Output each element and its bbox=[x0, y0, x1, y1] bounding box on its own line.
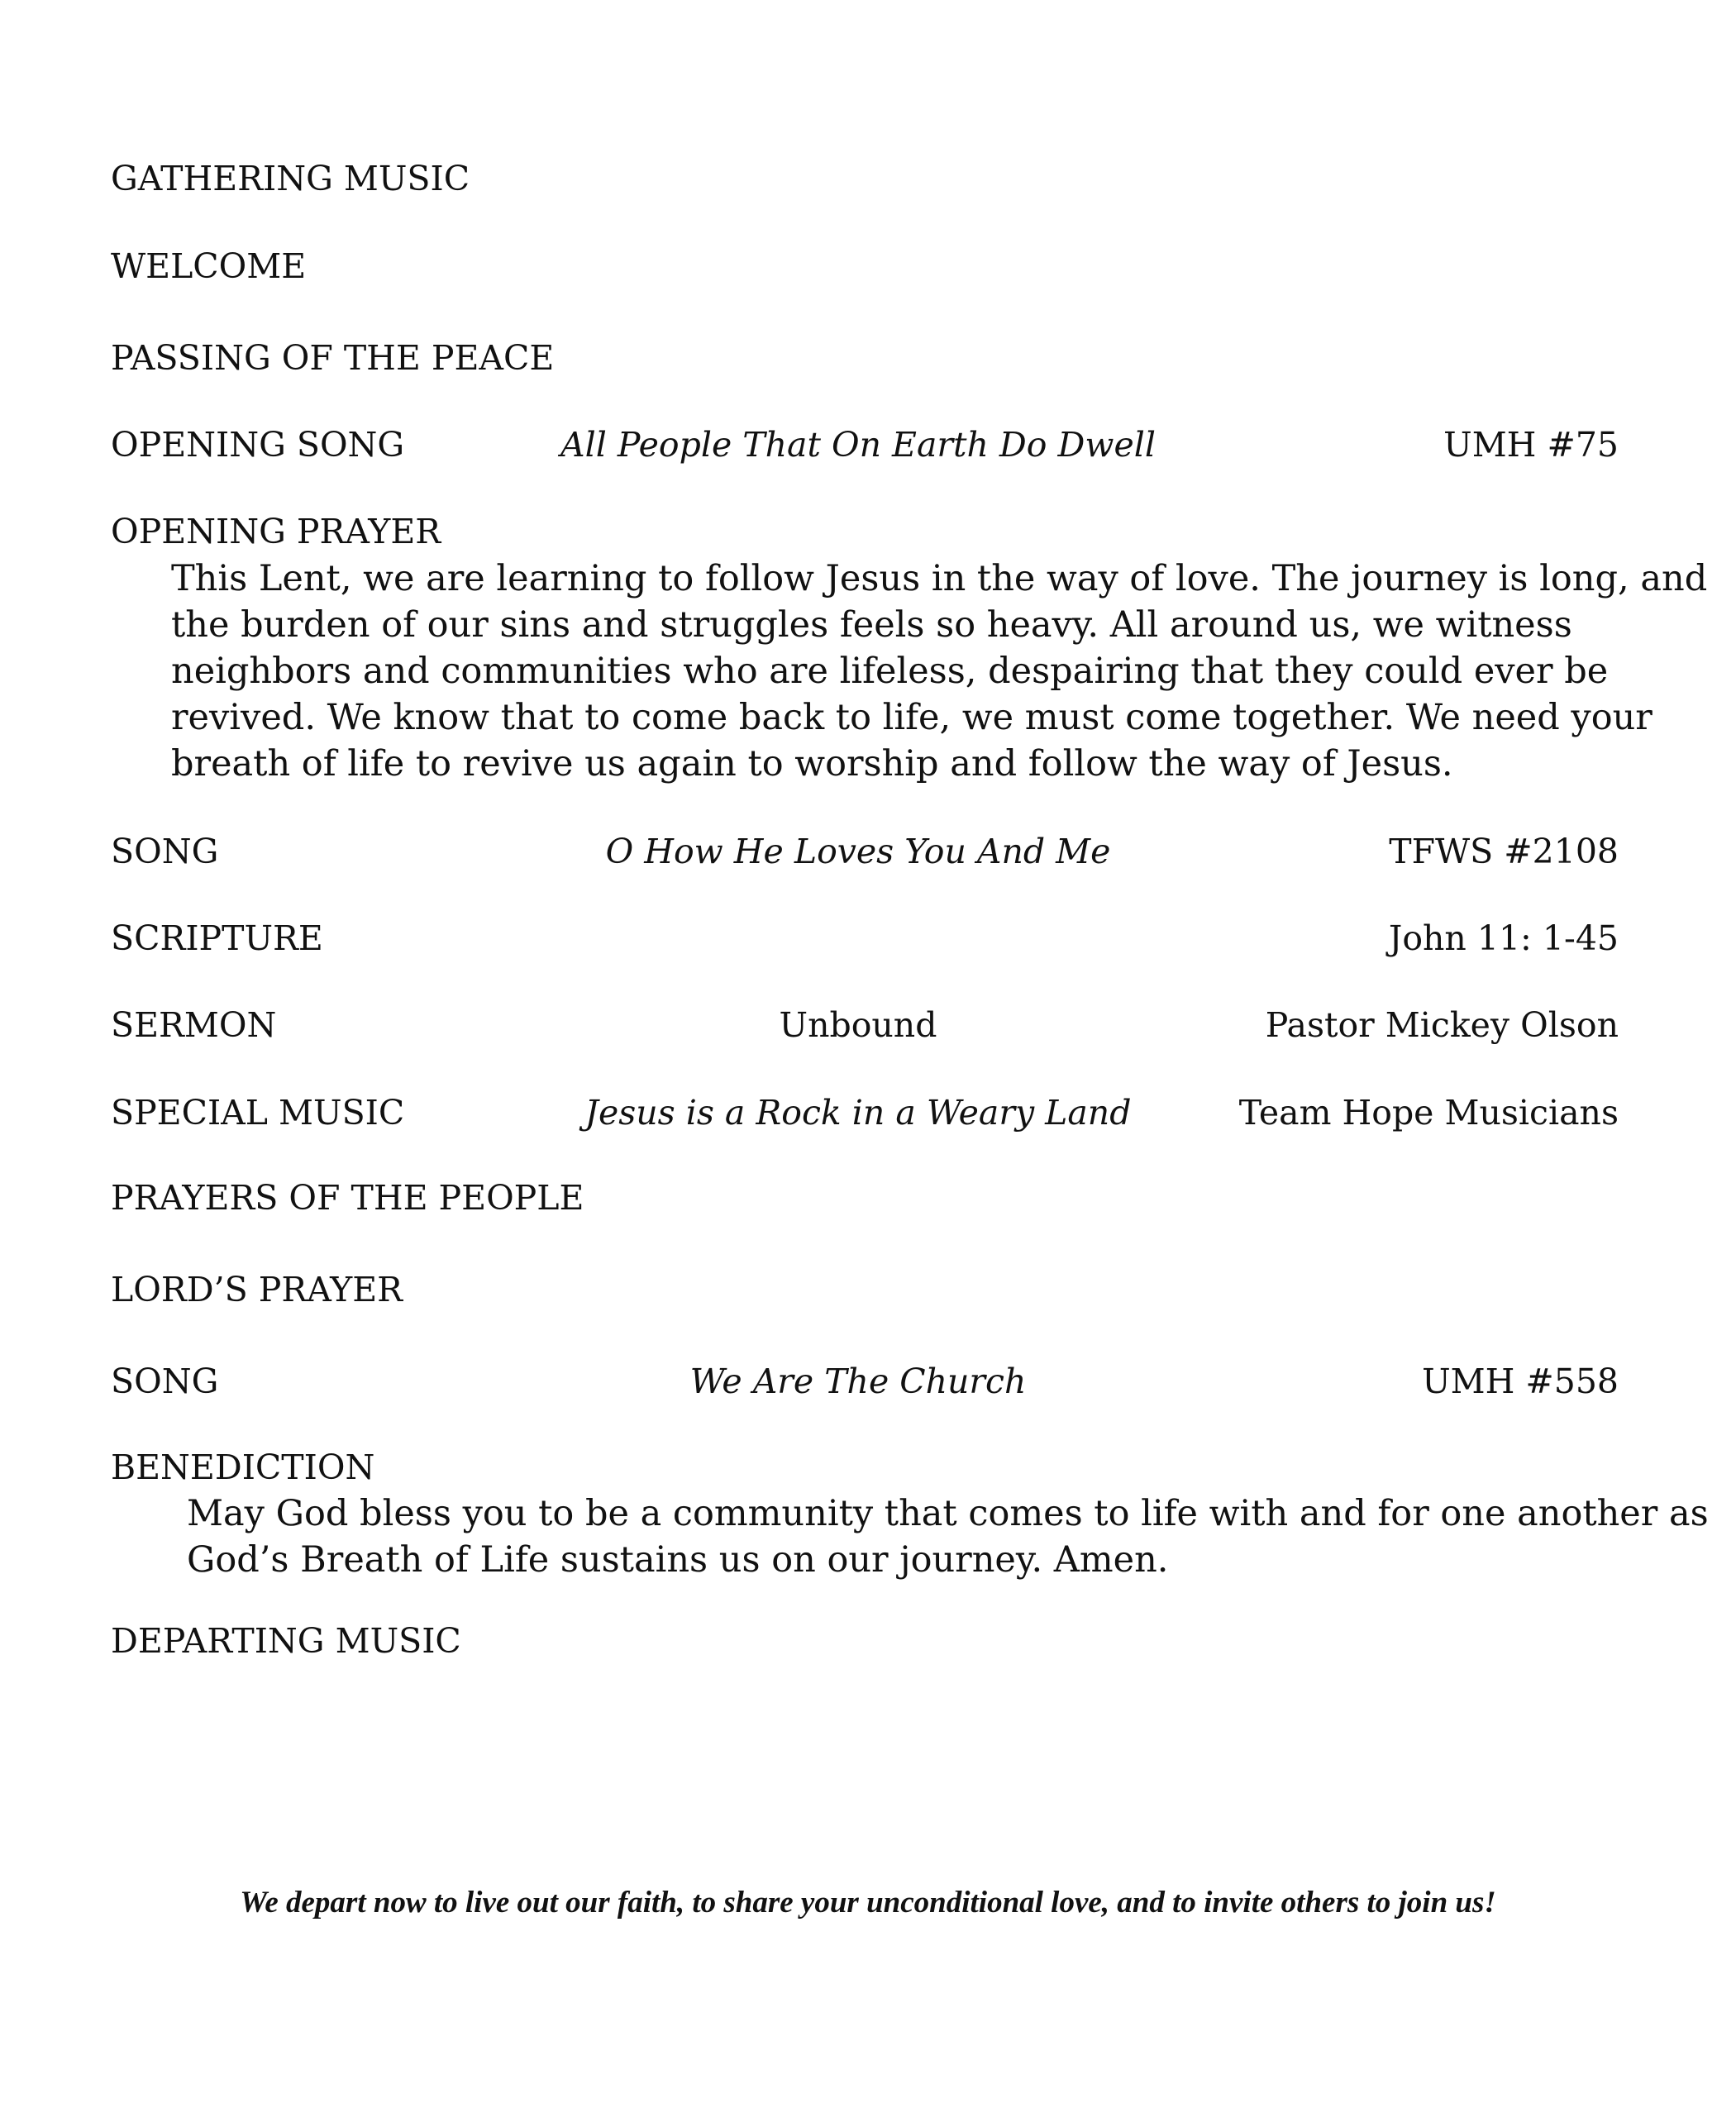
benediction-line: God’s Breath of Life sustains us on our journey. Amen. bbox=[187, 1539, 1169, 1581]
item-label: PASSING OF THE PEACE bbox=[111, 338, 555, 378]
sermon-title: Unbound bbox=[779, 1005, 937, 1045]
item-label: SCRIPTURE bbox=[111, 918, 323, 958]
item-song bbox=[111, 827, 1619, 876]
hymnal-reference: TFWS #2108 bbox=[1389, 832, 1619, 871]
item-lords-prayer bbox=[111, 1265, 1619, 1314]
prayer-line: the burden of our sins and struggles feels so heavy. All around us, we witness bbox=[171, 604, 1572, 646]
benediction-line: May God bless you to be a community that comes to life with and for one another as bbox=[187, 1493, 1709, 1534]
item-label: SONG bbox=[111, 832, 219, 871]
item-label: BENEDICTION bbox=[111, 1447, 375, 1487]
item-gathering-music bbox=[111, 154, 1619, 203]
hymnal-reference: UMH #558 bbox=[1422, 1362, 1619, 1401]
song-title: Jesus is a Rock in a Weary Land bbox=[584, 1093, 1132, 1133]
item-label: DEPARTING MUSIC bbox=[111, 1621, 461, 1661]
performer-name: Team Hope Musicians bbox=[1238, 1093, 1619, 1133]
opening-prayer-text bbox=[171, 556, 1707, 787]
item-welcome bbox=[111, 241, 1619, 291]
item-departing-music bbox=[111, 1616, 1619, 1666]
song-title: O How He Loves You And Me bbox=[605, 832, 1111, 871]
item-benediction bbox=[111, 1443, 1619, 1492]
song-title: All People That On Earth Do Dwell bbox=[560, 425, 1156, 465]
item-label: GATHERING MUSIC bbox=[111, 159, 470, 198]
prayer-line: breath of life to revive us again to worship and follow the way of Jesus. bbox=[171, 743, 1453, 785]
prayer-line: This Lent, we are learning to follow Jesus in the way of love. The journey is long, and bbox=[171, 558, 1708, 599]
benediction-text bbox=[187, 1490, 1709, 1583]
item-label: SERMON bbox=[111, 1005, 277, 1045]
item-label: SPECIAL MUSIC bbox=[111, 1093, 405, 1133]
item-passing-of-the-peace bbox=[111, 333, 1619, 383]
item-closing-song bbox=[111, 1357, 1619, 1406]
item-opening-prayer bbox=[111, 507, 1619, 556]
item-label: PRAYERS OF THE PEOPLE bbox=[111, 1178, 584, 1218]
prayer-line: neighbors and communities who are lifeless, despairing that they could ever be bbox=[171, 651, 1609, 692]
item-scripture bbox=[111, 913, 1619, 963]
item-sermon bbox=[111, 1000, 1619, 1050]
item-label: WELCOME bbox=[111, 246, 307, 286]
item-opening-song bbox=[111, 420, 1619, 470]
song-title: We Are The Church bbox=[689, 1362, 1027, 1401]
item-label: OPENING SONG bbox=[111, 425, 405, 465]
item-label: OPENING PRAYER bbox=[111, 512, 441, 551]
item-label: LORD’S PRAYER bbox=[111, 1270, 403, 1309]
item-label: SONG bbox=[111, 1362, 219, 1401]
item-special-music bbox=[111, 1088, 1619, 1137]
preacher-name: Pastor Mickey Olson bbox=[1265, 1005, 1619, 1045]
scripture-reference: John 11: 1-45 bbox=[1388, 918, 1619, 958]
prayer-line: revived. We know that to come back to life, we must come together. We need your bbox=[171, 697, 1653, 738]
item-prayers-of-the-people bbox=[111, 1173, 1619, 1223]
hymnal-reference: UMH #75 bbox=[1443, 425, 1619, 465]
closing-tagline: We depart now to live out our faith, to share your unconditional love, and to invite others to join us! bbox=[240, 1886, 1496, 1920]
